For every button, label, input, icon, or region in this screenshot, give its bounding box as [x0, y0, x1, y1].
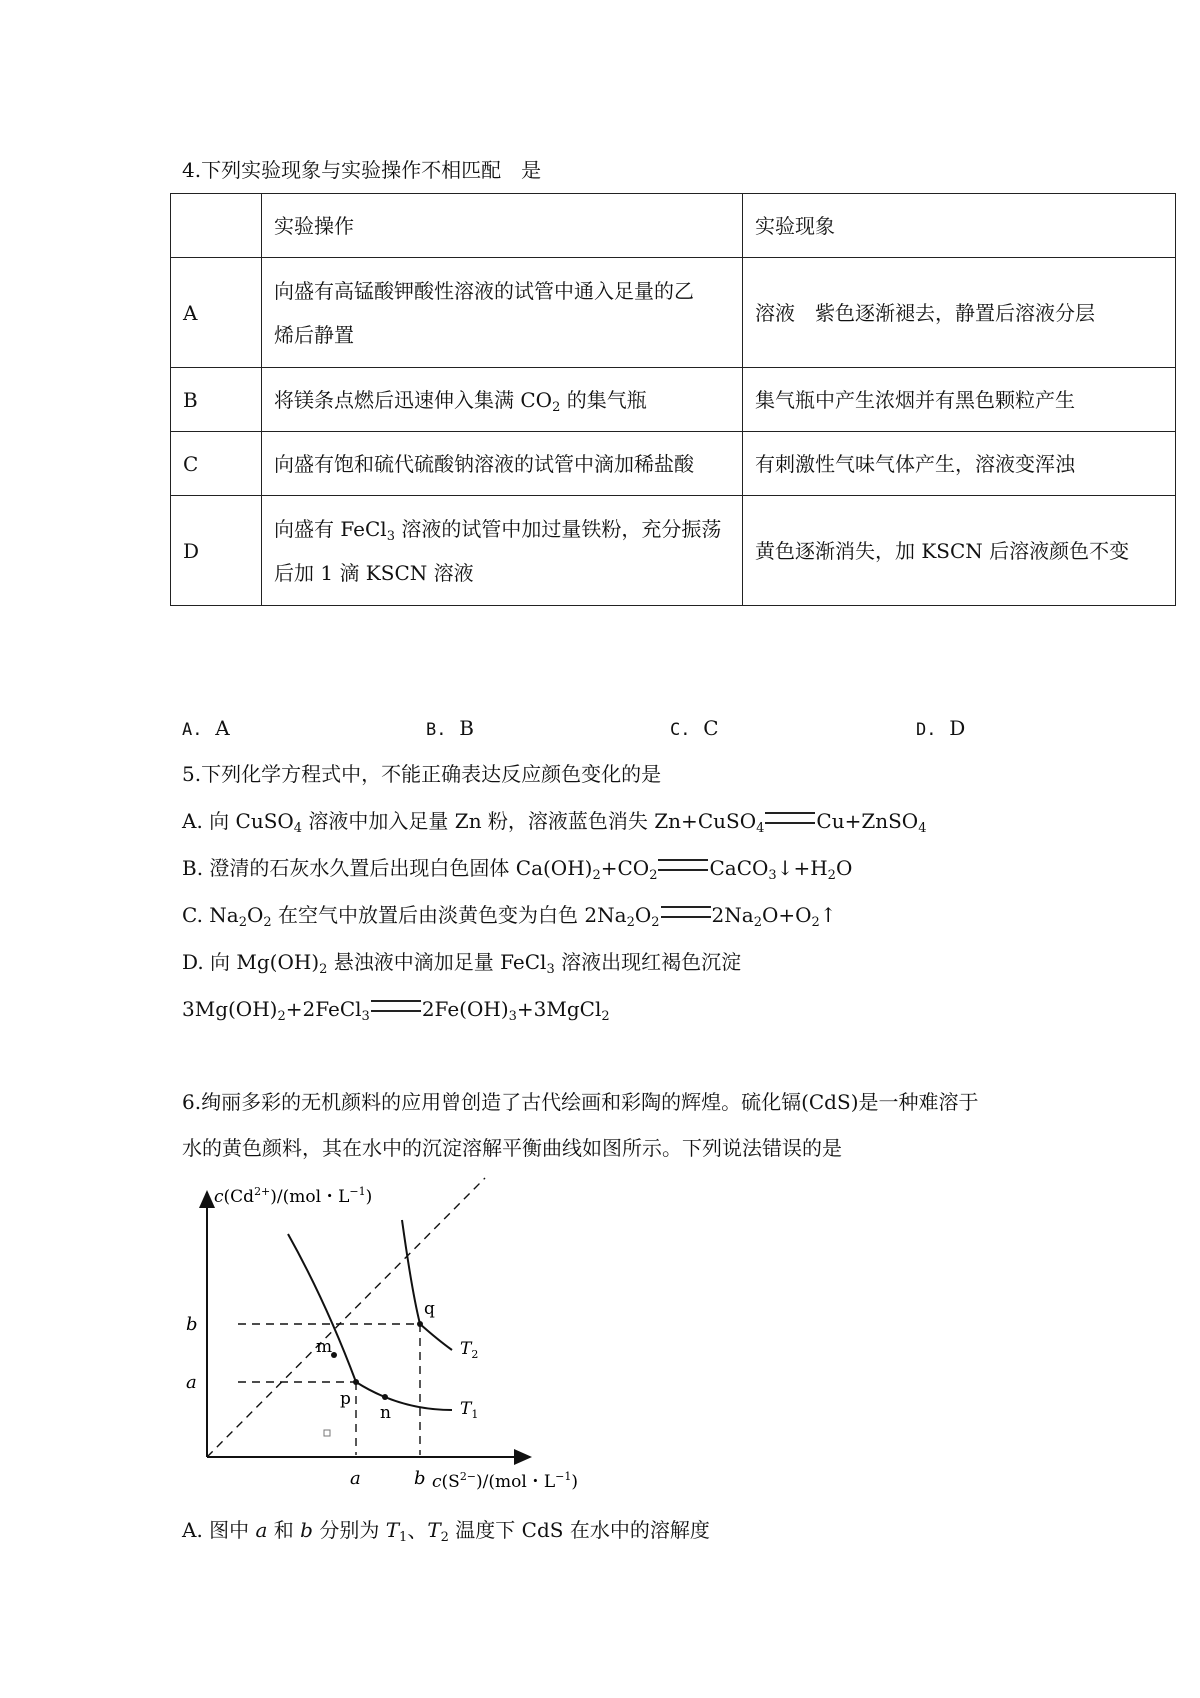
operation-cell: 向盛有饱和硫代硫酸钠溶液的试管中滴加稀盐酸	[262, 432, 743, 496]
operation-cell	[262, 258, 743, 368]
x-tick-b: b	[414, 1468, 426, 1489]
q4-option-d: D. D	[916, 716, 966, 740]
x-tick-a: a	[350, 1468, 361, 1489]
equals-sign	[765, 812, 815, 824]
q4-table	[170, 193, 1176, 606]
equals-sign	[661, 906, 711, 918]
table-row	[171, 432, 1176, 496]
dashed-diagonal	[207, 1178, 485, 1457]
table-row	[171, 368, 1176, 432]
table-header-cell: 实验现象	[743, 194, 1176, 258]
table-row	[171, 258, 1176, 368]
q6-option-a: A. 图中 a 和 b 分别为 $T_1$、$T_2$ 温度下 CdS 在水中的溶解度	[182, 1518, 710, 1545]
operation-cell: 将镁条点燃后迅速伸入集满 $CO_2$ 的集气瓶	[262, 368, 743, 432]
operation-line: 向盛有高锰酸钾酸性溶液的试管中通入足量的乙	[274, 278, 694, 303]
q4-stem: 4.下列实验现象与实验操作不相匹配 是	[182, 158, 542, 182]
small-square-mark	[324, 1430, 330, 1436]
q5-option-a: A. 向 CuSO$_4$ 溶液中加入足量 Zn 粉，溶液蓝色消失 Zn+CuSO$_4$ Cu+ZnSO$_4$	[182, 809, 927, 836]
q6-stem-line2: 水的黄色颜料，其在水中的沉淀溶解平衡曲线如图所示。下列说法错误的是	[182, 1136, 842, 1160]
curve-t2	[402, 1220, 452, 1350]
label-m: m	[316, 1337, 333, 1357]
q4-option-c: C. C	[670, 716, 719, 740]
point-n	[382, 1394, 388, 1400]
table-header-cell: 实验操作	[262, 194, 743, 258]
result-cell: 集气瓶中产生浓烟并有黑色颗粒产生	[743, 368, 1176, 432]
q5-stem: 5.下列化学方程式中，不能正确表达反应颜色变化的是	[182, 762, 662, 786]
row-label: B	[171, 368, 262, 432]
q5-option-c: C. $Na_2O_2$ 在空气中放置后由淡黄色变为白色 $2Na_2O_2$ $2Na_2O+O_2↑$	[182, 903, 837, 930]
label-t1: $T_1$	[460, 1399, 479, 1421]
q5-option-d: D. 向 $Mg(OH)_2$ 悬浊液中滴加足量 FeCl$_3$ 溶液出现红褐色沉淀	[182, 950, 742, 977]
q5-option-b: B. 澄清的石灰水久置后出现白色固体 $Ca(OH)_2+CO_2$ $CaCO_3↓+H_2O$	[182, 856, 853, 883]
table-header-cell	[171, 194, 262, 258]
table-header-row	[171, 194, 1176, 258]
q4-option-b: B. B	[426, 716, 474, 740]
point-p	[353, 1379, 359, 1385]
point-q	[417, 1321, 423, 1327]
y-axis-label: $c(Cd^{2+})/(mol$・$L^{-1}$)	[214, 1185, 373, 1207]
q5-option-d-equation: $3Mg(OH)_2+2FeCl_3$ $2Fe(OH)_3+3MgCl_2$	[182, 997, 610, 1024]
operation-line: 向盛有 FeCl$_3$ 溶液的试管中加过量铁粉，充分振荡	[274, 516, 722, 544]
equals-sign	[371, 1000, 421, 1012]
label-q: q	[424, 1299, 435, 1319]
y-tick-a: a	[186, 1372, 197, 1393]
row-label: D	[171, 496, 262, 606]
operation-line: 烯后静置	[274, 322, 354, 347]
x-axis-label: $c(S^{2-})/(mol$・$L^{-1}$)	[432, 1470, 578, 1492]
solubility-figure	[170, 1172, 630, 1494]
result-cell: 溶液 紫色逐渐褪去，静置后溶液分层	[743, 258, 1176, 368]
equals-sign	[658, 859, 708, 871]
q6-stem-line1: 6.绚丽多彩的无机颜料的应用曾创造了古代绘画和彩陶的辉煌。硫化镉(CdS)是一种难溶于	[182, 1090, 979, 1114]
label-n: n	[380, 1403, 391, 1423]
label-p: p	[340, 1389, 351, 1409]
table-row	[171, 496, 1176, 606]
row-label: C	[171, 432, 262, 496]
y-tick-b: b	[186, 1314, 198, 1335]
row-label: A	[171, 258, 262, 368]
result-cell: 黄色逐渐消失，加 KSCN 后溶液颜色不变	[743, 496, 1176, 606]
operation-cell	[262, 496, 743, 606]
q4-option-a: A. A	[182, 716, 230, 740]
curve-t1	[288, 1234, 452, 1410]
label-t2: $T_2$	[460, 1339, 479, 1361]
result-cell: 有刺激性气味气体产生，溶液变浑浊	[743, 432, 1176, 496]
operation-line: 后加 1 滴 KSCN 溶液	[274, 560, 474, 585]
